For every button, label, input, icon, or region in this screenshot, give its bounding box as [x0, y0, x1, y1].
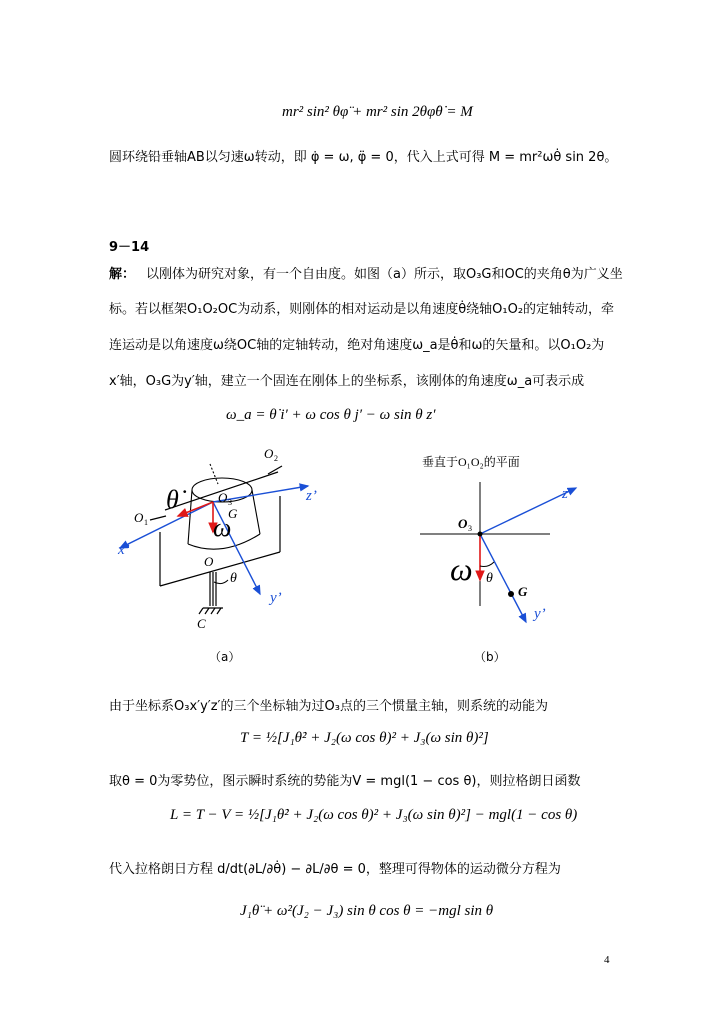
solution-label: 解：	[109, 267, 136, 282]
label-thetadot: θ̇	[166, 485, 179, 514]
figure-b	[410, 446, 590, 636]
label-O1: O	[134, 510, 144, 525]
label-C: C	[197, 616, 206, 631]
caption-a: （a）	[209, 650, 241, 664]
label-x: x’	[118, 542, 130, 558]
label-omega-b: ω	[450, 551, 473, 587]
label-O2: O	[264, 446, 274, 461]
text-line-6: 由于坐标系O₃x′y′z′的三个坐标轴为过O₃点的三个惯量主轴，则系统的动能为	[109, 699, 548, 714]
text-line-7: 取θ = 0为零势位，图示瞬时系统的势能为V = mgl(1 − cos θ)，则拉格朗日函数	[109, 774, 581, 789]
label-G-b: G	[518, 584, 528, 599]
text-line-5: x′轴，O₃G为y′轴，建立一个固连在刚体上的坐标系，该刚体的角速度ω_a可表示成	[109, 374, 585, 389]
text-line-ring-rotation: 圆环绕铅垂轴AB以匀速ω转动，即 φ̇ = ω, φ̈ = 0，代入上式可得 M = mr²ωθ̇ sin 2θ。	[109, 150, 618, 165]
equation-kinetic-energy: T = ½[J₁θ̇² + J₂(ω cos θ)² + J₃(ω sin θ)²]	[240, 730, 489, 746]
label-z-b: z’	[562, 486, 573, 502]
label-y-b: y’	[534, 606, 546, 622]
equation-lagrangian: L = T − V = ½[J₁θ̇² + J₂(ω cos θ)² + J₃(ω sin θ)²] − mgl(1 − cos θ)	[170, 807, 578, 823]
label-O2-sub: 2	[274, 454, 278, 463]
label-theta: θ	[230, 571, 237, 586]
text-line-4: 连运动是以角速度ω绕OC轴的定轴转动，绝对角速度ω_a是θ̇和ω的矢量和。以O₁O₂为	[109, 338, 605, 353]
label-z: z’	[306, 488, 317, 504]
point-O3	[478, 532, 483, 537]
label-theta-b: θ	[486, 571, 493, 586]
text-line-2: 以刚体为研究对象，有一个自由度。如图（a）所示，取O₃G和OC的夹角θ为广义坐	[146, 267, 623, 282]
page-number: 4	[604, 954, 610, 966]
equation-motion: J₁θ̈ + ω²(J₂ − J₃) sin θ cos θ = −mgl sin θ	[240, 903, 494, 919]
text-line-8: 代入拉格朗日方程 d/dt(∂L/∂θ̇) − ∂L/∂θ = 0，整理可得物体的运动微分方程为	[109, 862, 561, 877]
point-G	[508, 591, 514, 597]
label-O3: O	[218, 490, 228, 505]
label-O3-b-sub: 3	[468, 524, 472, 533]
label-O1-sub: 1	[144, 518, 148, 527]
caption-b: （b）	[474, 650, 506, 664]
problem-heading: 9－14	[109, 240, 150, 255]
label-y: y’	[270, 590, 282, 606]
label-omega: ω	[213, 513, 232, 542]
equation-angular-velocity: ω_a = θ̇ i′ + ω cos θ j′ − ω sin θ z′	[226, 407, 436, 423]
figure-a	[110, 436, 330, 636]
label-G: G	[228, 506, 238, 521]
figure-b-title: 垂直于O₁O₂的平面	[422, 455, 520, 469]
text-line-3: 标。若以框架O₁O₂OC为动系，则刚体的相对运动是以角速度θ̇绕轴O₁O₂的定轴转动，牵	[109, 302, 615, 317]
equation-lagrange-result: mr² sin² θφ̈ + mr² sin 2θφ̇θ̇ = M	[282, 104, 473, 120]
label-O3-sub: 3	[228, 498, 232, 507]
label-O3-b: O	[458, 516, 468, 531]
label-O: O	[204, 554, 214, 569]
